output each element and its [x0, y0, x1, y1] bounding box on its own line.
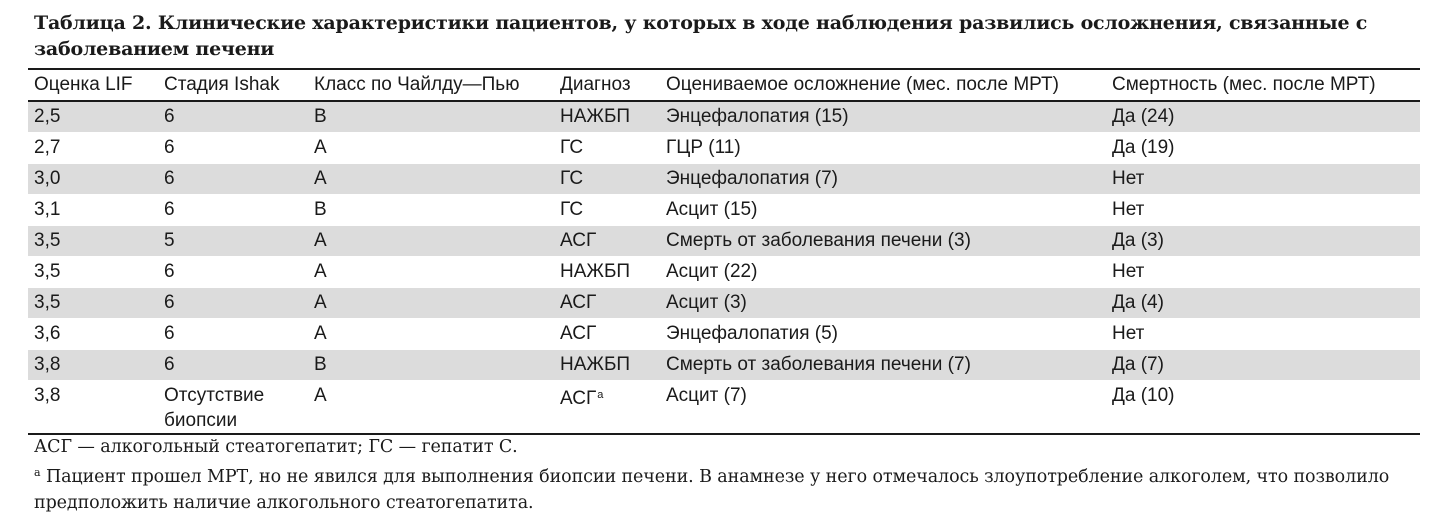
table-body — [28, 101, 1420, 434]
cell-child-pugh-class: A — [314, 137, 327, 158]
cell-child-pugh-class: B — [314, 199, 327, 220]
footnote-a-text: Пациент прошел МРТ, но не явился для выполнения биопсии печени. В анамнезе у него отмечалось злоупотребление алкоголем, что позволило предположить наличие алкогольного стеатогепатита. — [34, 467, 1390, 513]
cell-diagnosis: НАЖБП — [554, 101, 660, 133]
table-row — [28, 164, 1420, 195]
cell-mortality: Да (10) — [1112, 385, 1175, 406]
cell-child-pugh-class: A — [314, 261, 327, 282]
cell-mortality: Нет — [1106, 164, 1420, 195]
cell-diagnosis: АСГ — [554, 288, 660, 319]
cell-lif-score: 2,7 — [34, 137, 61, 158]
cell-diagnosis — [554, 381, 660, 435]
cell-child-pugh-class: B — [308, 350, 554, 381]
cell-mortality: Да (24) — [1106, 101, 1420, 133]
diagnosis-text: АСГ — [560, 388, 597, 409]
cell-lif-score: 3,5 — [34, 261, 61, 282]
cell-diagnosis: НАЖБП — [560, 261, 631, 282]
header-ishak-stage: Стадия Ishak — [164, 74, 280, 95]
cell-complication: Асцит (3) — [660, 288, 1106, 319]
header-complication: Оцениваемое осложнение (мес. после МРТ) — [666, 74, 1059, 95]
table-row — [28, 133, 1420, 164]
cell-diagnosis: АСГ — [554, 226, 660, 257]
table-row — [28, 319, 1420, 350]
cell-complication: Энцефалопатия (5) — [666, 323, 838, 344]
header-diagnosis: Диагноз — [560, 74, 631, 95]
cell-complication: Асцит (22) — [666, 261, 758, 282]
cell-mortality: Нет — [1112, 261, 1145, 282]
cell-child-pugh-class: A — [308, 226, 554, 257]
cell-mortality: Да (3) — [1106, 226, 1420, 257]
footnote-a-marker: a — [34, 466, 41, 479]
cell-lif-score: 3,6 — [34, 323, 61, 344]
cell-mortality: Да (7) — [1106, 350, 1420, 381]
cell-complication: Смерть от заболевания печени (7) — [660, 350, 1106, 381]
cell-child-pugh-class: A — [314, 385, 327, 406]
abbreviations-note: АСГ — алкогольный стеатогепатит; ГС — гепатит С. — [34, 437, 518, 457]
cell-mortality: Нет — [1112, 323, 1145, 344]
cell-diagnosis: ГС — [560, 137, 584, 158]
cell-complication: Смерть от заболевания печени (3) — [660, 226, 1106, 257]
table-row — [28, 288, 1420, 319]
cell-ishak-stage: 6 — [158, 164, 308, 195]
cell-ishak-stage: 6 — [158, 101, 308, 133]
cell-ishak-stage: 6 — [164, 137, 175, 158]
cell-lif-score: 3,5 — [28, 226, 158, 257]
table-row — [28, 350, 1420, 381]
cell-diagnosis: НАЖБП — [554, 350, 660, 381]
cell-complication: Асцит (15) — [666, 199, 758, 220]
cell-lif-score: 3,8 — [28, 350, 158, 381]
patients-table — [28, 68, 1420, 435]
cell-complication: Энцефалопатия (15) — [660, 101, 1106, 133]
cell-mortality: Да (19) — [1112, 137, 1175, 158]
cell-child-pugh-class: A — [314, 323, 327, 344]
table-row — [28, 257, 1420, 288]
cell-lif-score: 3,0 — [28, 164, 158, 195]
cell-lif-score: 2,5 — [28, 101, 158, 133]
table-row — [28, 195, 1420, 226]
cell-lif-score: 3,1 — [34, 199, 61, 220]
cell-mortality: Нет — [1112, 199, 1145, 220]
footnote-marker: a — [597, 389, 604, 401]
cell-lif-score: 3,5 — [28, 288, 158, 319]
cell-diagnosis: АСГ — [560, 323, 597, 344]
cell-ishak-stage: 6 — [164, 261, 175, 282]
cell-ishak-stage: 6 — [158, 350, 308, 381]
footnote-a — [34, 460, 1424, 516]
cell-diagnosis: ГС — [560, 199, 584, 220]
table-row — [28, 101, 1420, 133]
cell-complication: ГЦР (11) — [666, 137, 741, 158]
cell-ishak-stage: 6 — [158, 288, 308, 319]
table-caption: Таблица 2. Клинические характеристики пациентов, у которых в ходе наблюдения развились осложнения, связанные с заболеванием печени — [34, 12, 1368, 60]
table-row — [28, 226, 1420, 257]
cell-child-pugh-class: A — [308, 164, 554, 195]
cell-diagnosis: ГС — [554, 164, 660, 195]
header-child-pugh-class: Класс по Чайлду—Пью — [314, 74, 520, 95]
cell-complication: Асцит (7) — [666, 385, 747, 406]
header-row — [28, 69, 1420, 101]
cell-child-pugh-class: B — [308, 101, 554, 133]
cell-mortality: Да (4) — [1106, 288, 1420, 319]
cell-ishak-stage: 6 — [164, 199, 175, 220]
ishak-stage-text: Отсутствие биопсии — [164, 385, 265, 431]
header-lif-score: Оценка LIF — [34, 74, 133, 95]
cell-ishak-stage — [158, 381, 308, 435]
cell-ishak-stage: 5 — [158, 226, 308, 257]
table-header — [28, 69, 1420, 101]
table-row — [28, 381, 1420, 435]
cell-complication: Энцефалопатия (7) — [660, 164, 1106, 195]
cell-child-pugh-class: A — [308, 288, 554, 319]
cell-ishak-stage: 6 — [164, 323, 175, 344]
cell-lif-score: 3,8 — [34, 385, 61, 406]
header-mortality: Смертность (мес. после МРТ) — [1112, 74, 1376, 95]
table-footnotes — [34, 434, 1424, 516]
